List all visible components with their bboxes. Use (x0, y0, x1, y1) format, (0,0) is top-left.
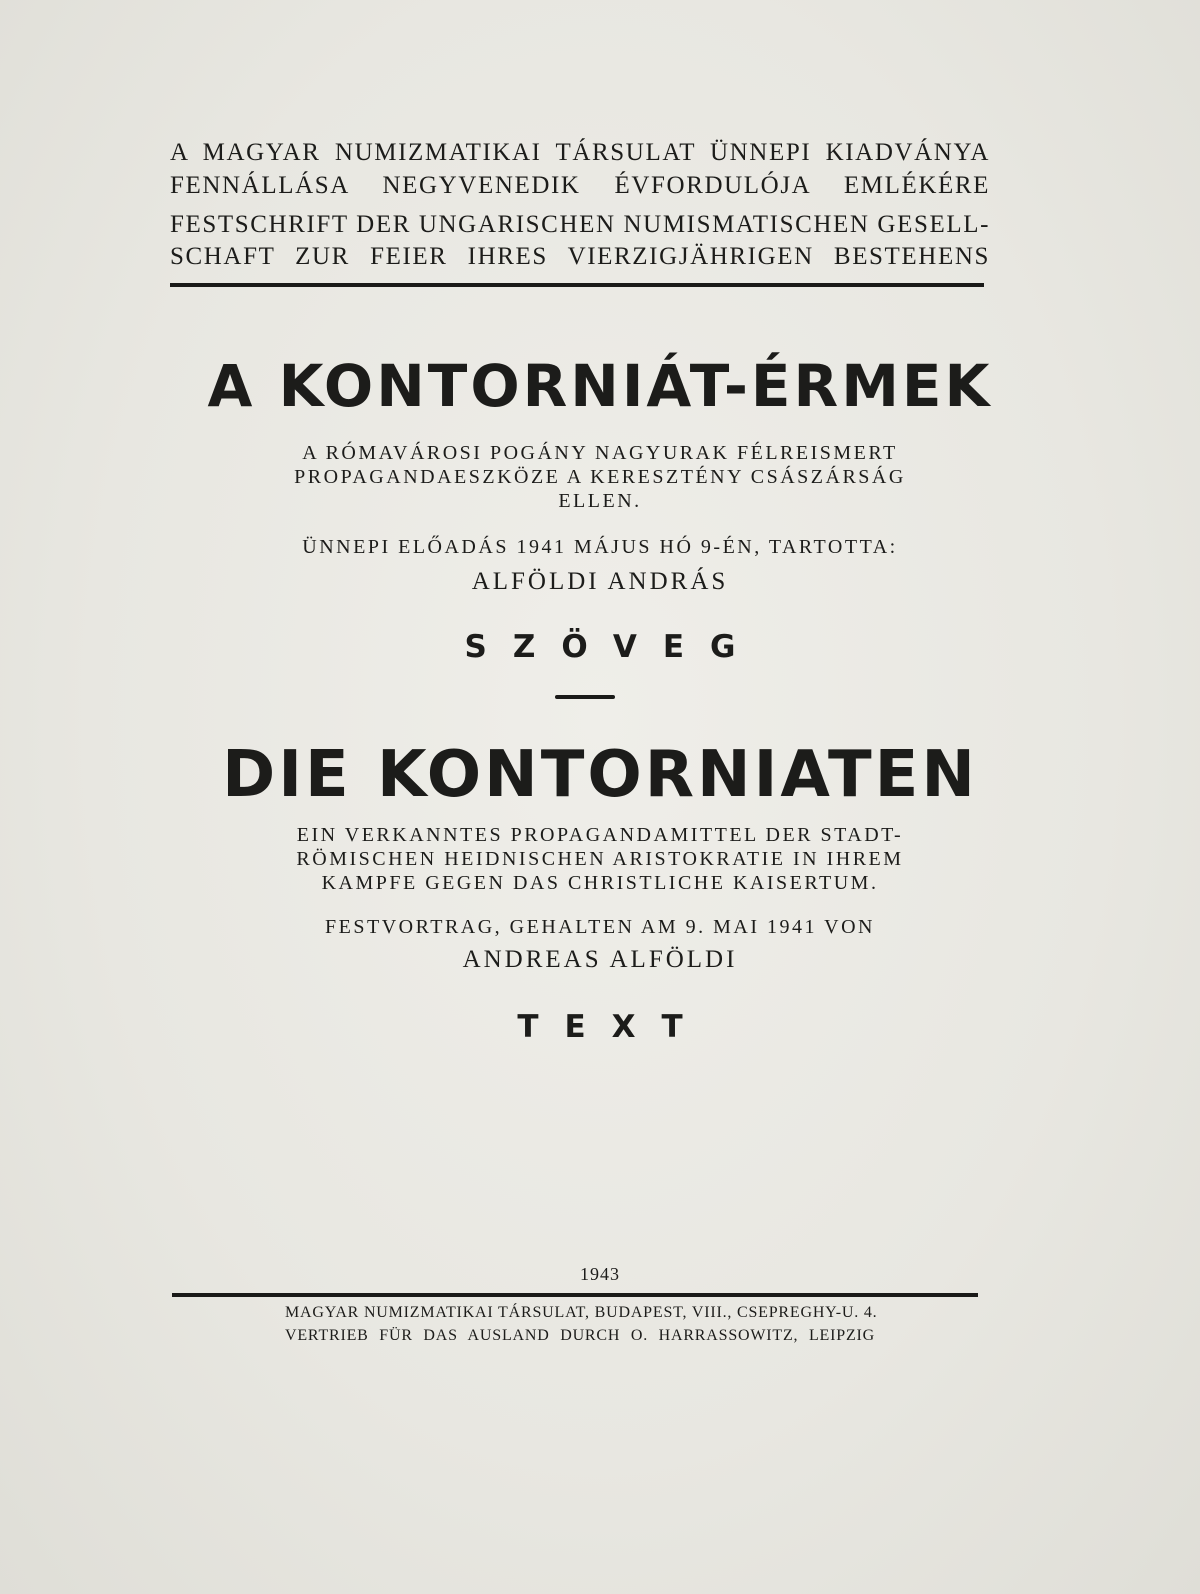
publication-year: 1943 (580, 1264, 620, 1284)
series-header-line-1: A MAGYAR NUMIZMATIKAI TÁRSULAT ÜNNEPI KIADVÁNYA (170, 139, 990, 166)
section-divider (555, 695, 615, 699)
footer-rule (172, 1293, 978, 1297)
hungarian-author: ALFÖLDI ANDRÁS (471, 568, 729, 595)
publisher-line-1: MAGYAR NUMIZMATIKAI TÁRSULAT, BUDAPEST, VIII., CSEPREGHY-U. 4. (285, 1304, 878, 1321)
hungarian-subtitle-line-2: PROPAGANDAESZKÖZE A KERESZTÉNY CSÁSZÁRSÁG (294, 466, 906, 488)
german-lecture-note: FESTVORTRAG, GEHALTEN AM 9. MAI 1941 VON (325, 916, 875, 938)
hungarian-subtitle-line-3: ELLEN. (558, 490, 642, 512)
german-title: DIE KONTORNIATEN (222, 738, 978, 812)
german-subtitle-line-2: RÖMISCHEN HEIDNISCHEN ARISTOKRATIE IN IHREM (296, 848, 904, 870)
series-header-line-2: FENNÁLLÁSA NEGYVENEDIK ÉVFORDULÓJA EMLÉKÉRE (170, 172, 990, 199)
series-header-line-4: SCHAFT ZUR FEIER IHRES VIERZIGJÄHRIGEN BESTEHENS (170, 243, 990, 270)
german-volume-label: TEXT (517, 1009, 709, 1045)
hungarian-title: A KONTORNIÁT-ÉRMEK (207, 352, 993, 420)
series-header-line-3: FESTSCHRIFT DER UNGARISCHEN NUMISMATISCHEN GESELL- (170, 211, 990, 238)
publisher-line-2: VERTRIEB FÜR DAS AUSLAND DURCH O. HARRASSOWITZ, LEIPZIG (285, 1327, 875, 1344)
german-subtitle-line-1: EIN VERKANNTES PROPAGANDAMITTEL DER STADT- (296, 824, 904, 846)
hungarian-subtitle-line-1: A RÓMAVÁROSI POGÁNY NAGYURAK FÉLREISMERT (302, 442, 898, 464)
german-subtitle-line-3: KAMPFE GEGEN DAS CHRISTLICHE KAISERTUM. (321, 872, 879, 894)
header-rule (170, 283, 984, 287)
hungarian-volume-label: SZÖVEG (464, 629, 762, 665)
hungarian-lecture-note: ÜNNEPI ELŐADÁS 1941 MÁJUS HÓ 9-ÉN, TARTOTTA: (302, 536, 898, 558)
german-author: ANDREAS ALFÖLDI (462, 946, 738, 973)
